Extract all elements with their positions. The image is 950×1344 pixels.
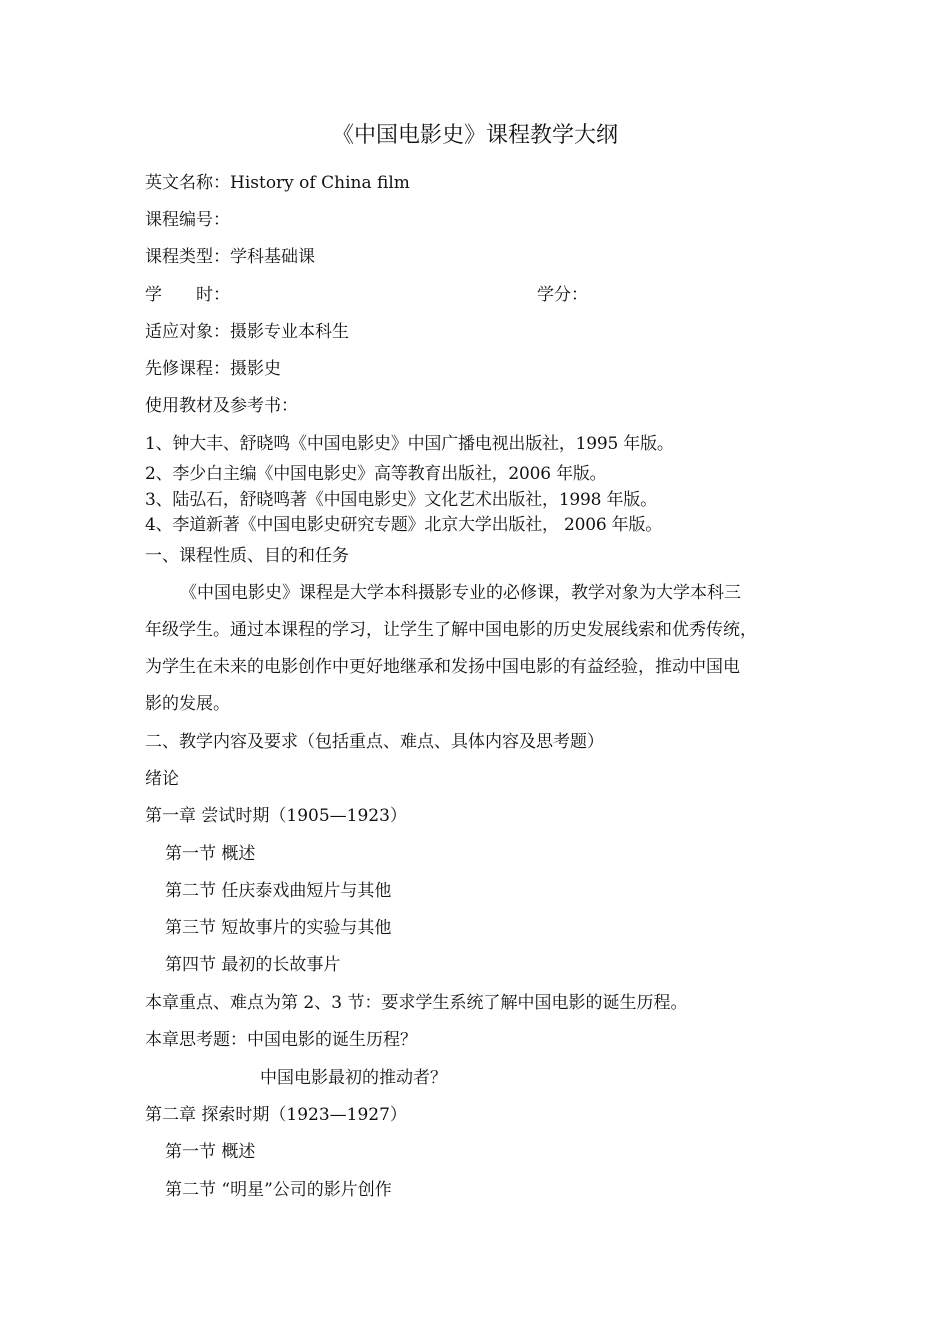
introduction-label: 绪论 xyxy=(145,769,179,789)
reference-item: 2、李少白主编《中国电影史》高等教育出版社，2006 年版。 xyxy=(145,464,607,484)
english-name-line: 英文名称：History of China film xyxy=(145,173,410,193)
section1-paragraph-line: 《中国电影史》课程是大学本科摄影专业的必修课，教学对象为大学本科三 xyxy=(180,583,741,603)
course-code-line: 课程编号： xyxy=(145,210,230,230)
chapter2-section: 第一节 概述 xyxy=(165,1142,256,1162)
chapter1-questions-continued: 中国电影最初的推动者？ xyxy=(260,1068,447,1088)
document-title: 《中国电影史》课程教学大纲 xyxy=(331,123,618,148)
audience-line: 适应对象：摄影专业本科生 xyxy=(145,322,349,342)
chapter1-key-points: 本章重点、难点为第 2、3 节：要求学生系统了解中国电影的诞生历程。 xyxy=(145,993,688,1013)
section2-heading: 二、教学内容及要求（包括重点、难点、具体内容及思考题） xyxy=(145,732,604,752)
chapter1-section: 第四节 最初的长故事片 xyxy=(165,955,341,975)
chapter1-questions: 本章思考题：中国电影的诞生历程？ xyxy=(145,1030,417,1050)
chapter1-section: 第一节 概述 xyxy=(165,844,256,864)
chapter2-title: 第二章 探索时期（1923—1927） xyxy=(145,1105,407,1125)
reference-item: 1、钟大丰、舒晓鸣《中国电影史》中国广播电视出版社，1995 年版。 xyxy=(145,434,674,454)
chapter1-section: 第三节 短故事片的实验与其他 xyxy=(165,918,392,938)
credits-label: 学分： xyxy=(537,285,588,305)
section1-paragraph-line: 影的发展。 xyxy=(145,694,230,714)
materials-heading: 使用教材及参考书： xyxy=(145,396,298,416)
section1-paragraph-line: 年级学生。通过本课程的学习，让学生了解中国电影的历史发展线索和优秀传统， xyxy=(145,620,757,640)
reference-item: 4、李道新著《中国电影史研究专题》北京大学出版社， 2006 年版。 xyxy=(145,515,663,535)
course-type-line: 课程类型：学科基础课 xyxy=(145,247,315,267)
hours-label: 学 时： xyxy=(145,285,230,305)
chapter1-section: 第二节 任庆泰戏曲短片与其他 xyxy=(165,881,392,901)
chapter1-title: 第一章 尝试时期（1905—1923） xyxy=(145,806,407,826)
chapter2-section: 第二节 “明星”公司的影片创作 xyxy=(165,1180,392,1200)
reference-item: 3、陆弘石，舒晓鸣著《中国电影史》文化艺术出版社，1998 年版。 xyxy=(145,490,657,510)
section1-heading: 一、课程性质、目的和任务 xyxy=(145,546,349,566)
section1-paragraph-line: 为学生在未来的电影创作中更好地继承和发扬中国电影的有益经验，推动中国电 xyxy=(145,657,740,677)
prerequisite-line: 先修课程：摄影史 xyxy=(145,359,281,379)
